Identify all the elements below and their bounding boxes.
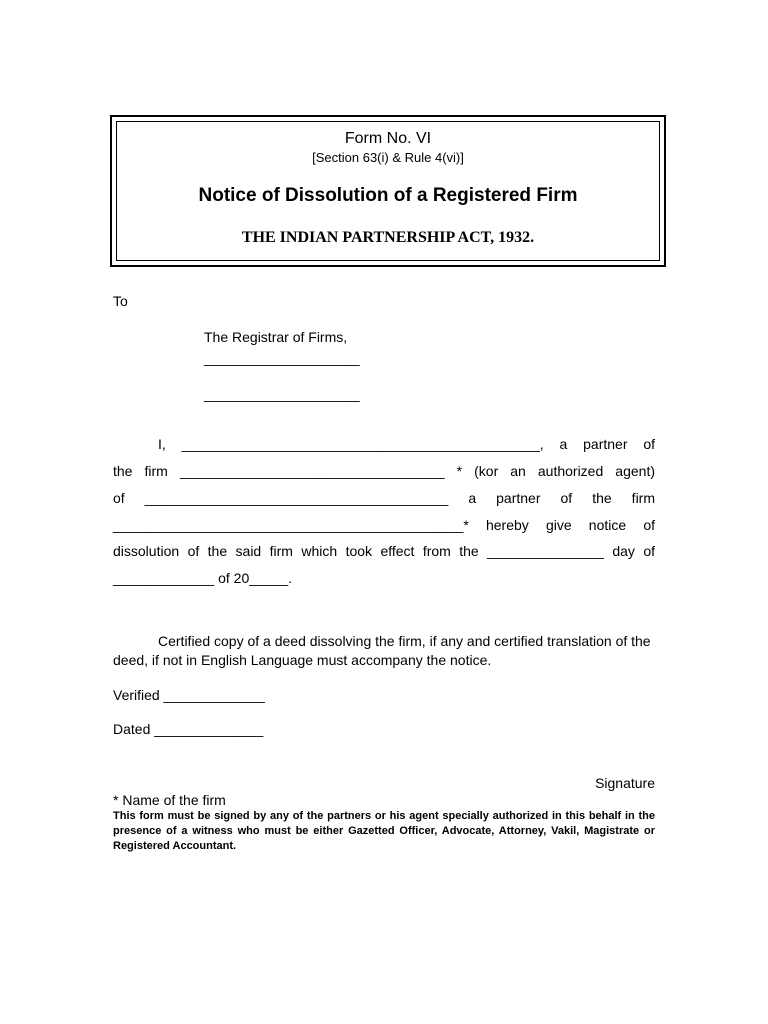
dated-field: Dated ______________	[113, 721, 264, 737]
registrar-line: The Registrar of Firms,	[204, 329, 348, 345]
body-line-4: _____________________________________________* hereby give notice of	[113, 517, 655, 533]
body-line-6: _____________ of 20_____.	[113, 570, 293, 586]
signing-instructions: This form must be signed by any of the partners or his agent specially authorized in this behalf in the presence of a witness who must be either Gazetted Officer, Advocate, Attorney, Vakil, Magistrate or Registered Accountant.	[113, 810, 655, 852]
body-line-3: of _______________________________________ a partner of the firm	[113, 490, 655, 506]
body-line-1: I, ______________________________________________, a partner of	[158, 436, 655, 452]
signature-label: Signature	[595, 775, 655, 791]
verified-field: Verified _____________	[113, 687, 265, 703]
act-name: THE INDIAN PARTNERSHIP ACT, 1932.	[241, 229, 535, 246]
asterisk-note: * Name of the firm	[113, 792, 226, 808]
header-inner-border	[116, 121, 660, 261]
to-label: To	[113, 293, 128, 309]
certified-copy-note: Certified copy of a deed dissolving the firm, if any and certified translation of the deed, if not in English Language must accompany the notice.	[113, 633, 651, 668]
document-title: Notice of Dissolution of a Registered Firm	[198, 185, 578, 206]
address-blank-1: ____________________	[204, 350, 360, 366]
form-number: Form No. VI	[344, 130, 432, 147]
header-box	[110, 115, 666, 267]
address-blank-2: ____________________	[204, 386, 360, 402]
section-reference: [Section 63(i) & Rule 4(vi)]	[312, 150, 464, 165]
body-line-5: dissolution of the said firm which took effect from the _______________ day of	[113, 543, 655, 559]
body-line-2: the firm __________________________________ * (kor an authorized agent)	[113, 463, 655, 479]
